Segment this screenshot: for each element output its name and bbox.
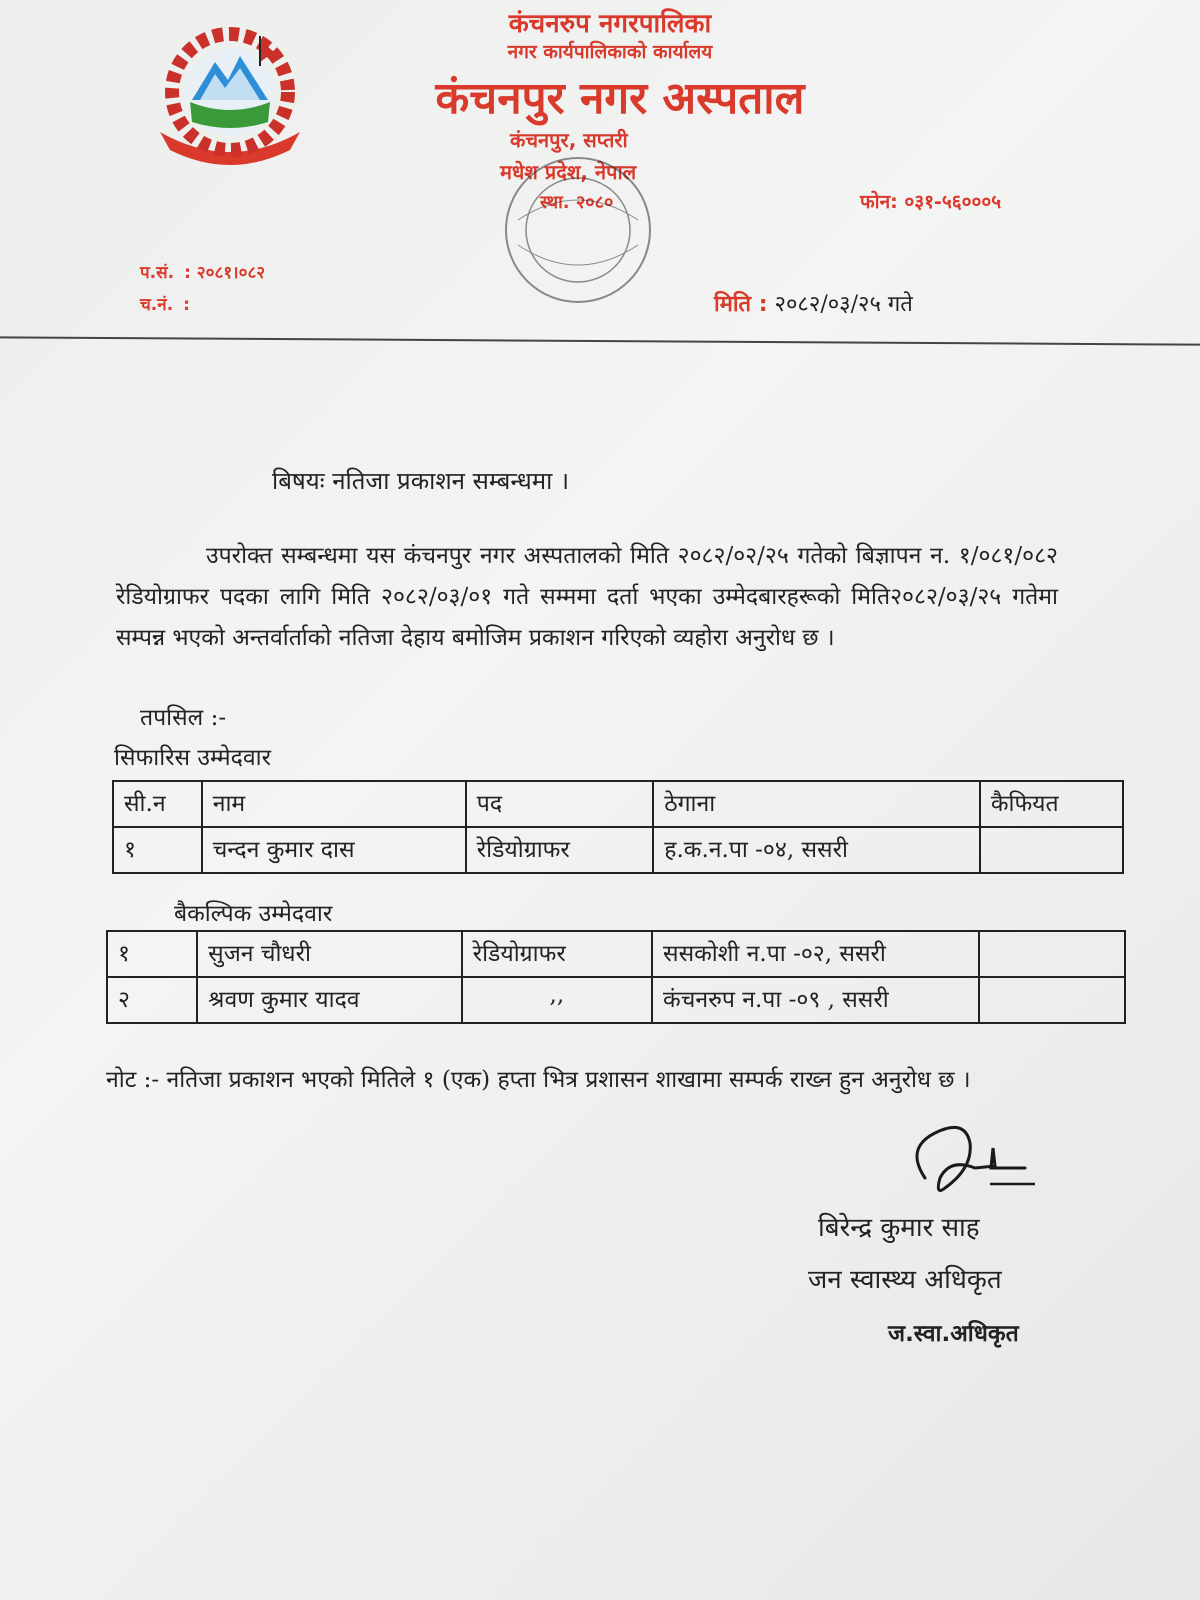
reference-cn [140, 292, 190, 315]
letterhead-established: स्था. २०८० [540, 192, 614, 213]
col-header-post: पद [466, 781, 653, 827]
cell-name: सुजन चौधरी [197, 931, 462, 977]
cell-post: ,, [462, 977, 652, 1023]
alternate-table [106, 930, 1126, 1024]
signatory-name: बिरेन्द्र कुमार साह [818, 1213, 980, 1243]
cell-post: रेडियोग्राफर [462, 931, 652, 977]
note-text: नोट :- नतिजा प्रकाशन भएको मितिले १ (एक) हप्ता भित्र प्रशासन शाखामा सम्पर्क राख्न हुन अनुरोध छ । [106, 1067, 971, 1093]
cell-sn: १ [107, 931, 197, 977]
header-divider [0, 336, 1200, 345]
cell-remarks [980, 827, 1123, 873]
recommended-table [112, 780, 1124, 874]
letterhead-hospital-title: कंचनपुर नगर अस्पताल [435, 73, 805, 124]
table-header-row [113, 781, 1123, 827]
cell-sn: २ [107, 977, 197, 1023]
cell-sn: १ [113, 827, 202, 873]
col-header-name: नाम [202, 781, 466, 827]
cell-name: श्रवण कुमार यादव [197, 977, 462, 1023]
recommended-heading: सिफारिस उम्मेदवार [114, 745, 272, 771]
document-date [714, 288, 913, 318]
reference-cn-value: : [183, 295, 190, 315]
letterhead-address-1: कंचनपुर, सप्तरी [510, 128, 628, 152]
body-paragraph: उपरोक्त सम्बन्धमा यस कंचनपुर नगर अस्पतालको मिति २०८२/०२/२५ गतेको बिज्ञापन न. १/०८१/०८२ रेडियोग्राफर पदका लागि मिति २०८२/०३/०१ गते सम्ममा दर्ता भएका उम्मेदबारहरूको मिति२०८२/०३/२५ गतेमा सम्पन्न भएको अन्तर्वार्ताको नतिजा देहाय बमोजिम प्रकाशन गरिएको व्यहोरा अनुरोध छ । [116, 543, 1058, 651]
col-header-sn: सी.न [113, 781, 202, 827]
office-stamp-icon [478, 150, 678, 310]
letterhead-municipality: कंचनरुप नगरपालिका [508, 9, 712, 39]
details-label: तपसिल :- [140, 705, 227, 731]
signatory-abbr: ज.स्वा.अधिकृत [888, 1321, 1019, 1347]
reference-ps [140, 260, 265, 283]
col-header-address: ठेगाना [653, 781, 980, 827]
letterhead-office: नगर कार्यपालिकाको कार्यालय [507, 41, 713, 63]
cell-name: चन्दन कुमार दास [202, 827, 466, 873]
cell-address: कंचनरुप न.पा -०९ , ससरी [652, 977, 979, 1023]
subject-line: बिषयः नतिजा प्रकाशन सम्बन्धमा । [272, 467, 570, 495]
letterhead-address-2: मधेश प्रदेश, नेपाल [500, 160, 637, 184]
cell-remarks [979, 931, 1125, 977]
cell-address: ससकोशी न.पा -०२, ससरी [652, 931, 979, 977]
date-value: २०८२/०३/२५ गते [767, 292, 913, 317]
col-header-remarks: कैफियत [980, 781, 1123, 827]
reference-cn-label: च.नं. [140, 295, 174, 315]
table-row [107, 931, 1125, 977]
signatory-title: जन स्वास्थ्य अधिकृत [808, 1265, 1002, 1295]
reference-ps-value: : २०८१।०८२ [184, 263, 266, 283]
phone-number: फोन: ०३१-५६०००५ [860, 191, 1002, 213]
table-row [113, 827, 1123, 873]
signature-icon [895, 1118, 1045, 1208]
cell-address: ह.क.न.पा -०४, ससरी [653, 827, 980, 873]
cell-remarks [979, 977, 1125, 1023]
date-label: मिति : [714, 292, 768, 317]
alternate-heading: बैकल्पिक उम्मेदवार [174, 901, 333, 927]
reference-ps-label: प.सं. [140, 263, 175, 283]
cell-post: रेडियोग्राफर [466, 827, 653, 873]
table-row [107, 977, 1125, 1023]
